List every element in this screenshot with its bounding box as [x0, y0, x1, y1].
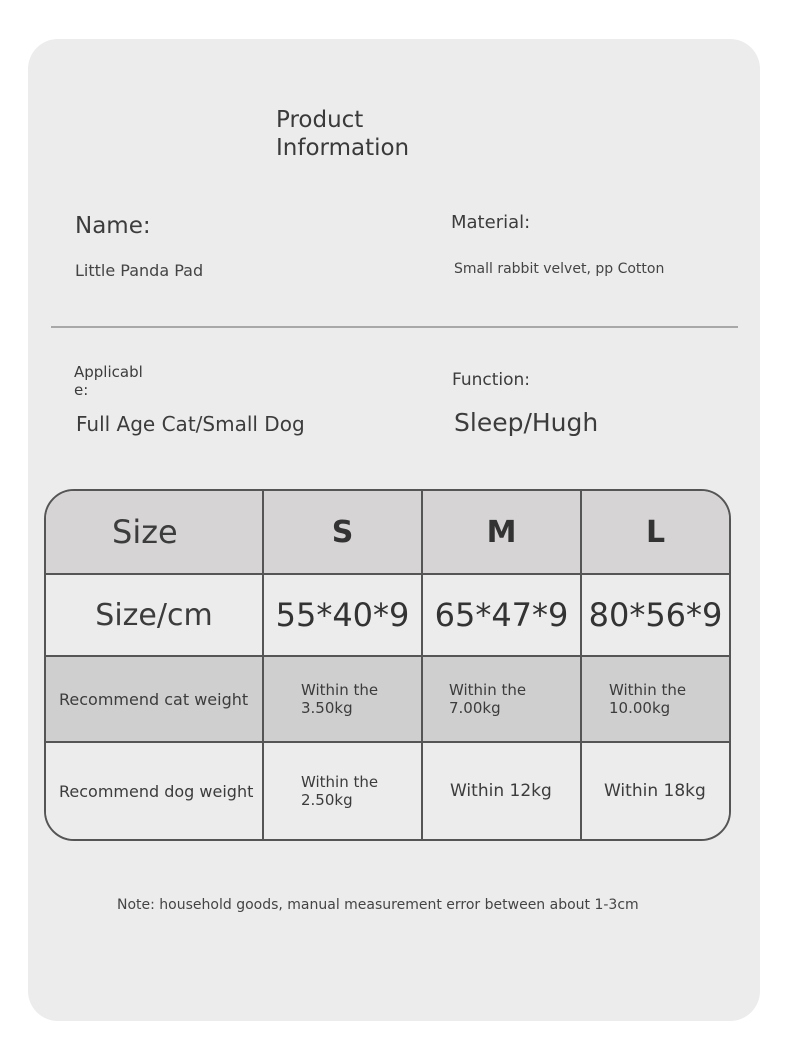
dog-weight-s: Within the 2.50kg — [301, 773, 379, 809]
page-title: Product Information — [276, 107, 410, 161]
material-label: Material: — [451, 212, 531, 233]
dimension-s: 55*40*9 — [263, 574, 422, 656]
cat-weight-l: Within the 10.00kg — [609, 681, 687, 717]
name-value: Little Panda Pad — [75, 261, 204, 280]
cat-weight-s: Within the 3.50kg — [301, 681, 379, 717]
name-label: Name: — [75, 213, 151, 239]
size-header-label: Size — [46, 491, 263, 574]
table-row — [46, 574, 729, 656]
cat-weight-label: Recommend cat weight — [46, 656, 263, 742]
dog-weight-m: Within 12kg — [422, 742, 581, 839]
size-header-s: S — [263, 491, 422, 574]
section-divider — [51, 326, 738, 328]
applicable-value: Full Age Cat/Small Dog — [76, 412, 305, 436]
dimension-l: 80*56*9 — [581, 574, 729, 656]
dog-weight-label: Recommend dog weight — [46, 742, 263, 839]
function-value: Sleep/Hugh — [454, 408, 599, 437]
dimension-m: 65*47*9 — [422, 574, 581, 656]
table-row — [46, 656, 729, 742]
size-table — [44, 489, 731, 841]
material-value: Small rabbit velvet, pp Cotton — [454, 261, 665, 277]
measurement-note: Note: household goods, manual measurement error between about 1-3cm — [117, 897, 639, 913]
size-header-m: M — [422, 491, 581, 574]
table-header-row — [46, 491, 729, 574]
function-label: Function: — [452, 370, 531, 390]
size-header-l: L — [581, 491, 729, 574]
applicable-label: Applicable: — [74, 363, 143, 399]
dimension-label: Size/cm — [46, 574, 263, 656]
cat-weight-m: Within the 7.00kg — [449, 681, 527, 717]
dog-weight-l: Within 18kg — [581, 742, 729, 839]
table-row — [46, 742, 729, 839]
